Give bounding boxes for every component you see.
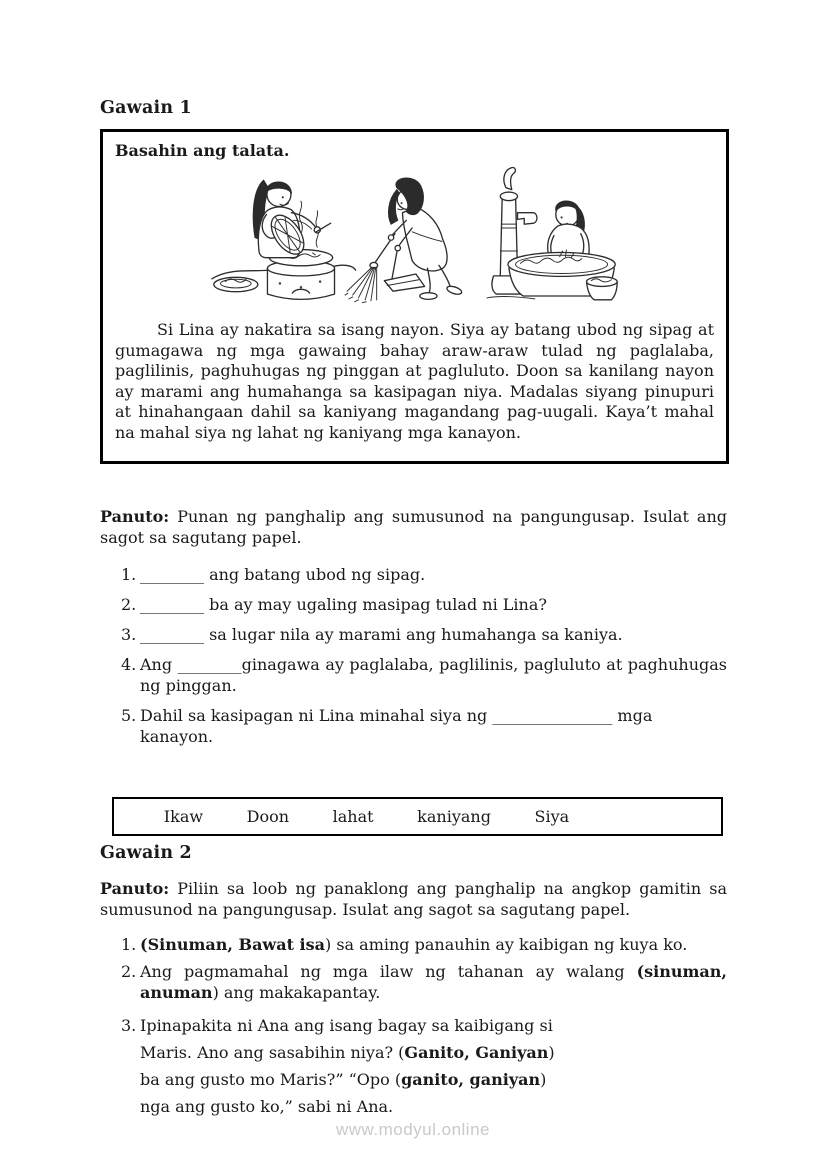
item-text: Dahil sa kasipagan ni Lina minahal siya ng _______________ mga kanayon.: [140, 706, 653, 746]
exercise-item: [100, 705, 727, 747]
word-bank-item: Doon: [246, 807, 290, 826]
reading-instruction: Basahin ang talata.: [115, 141, 290, 160]
girl-cooking-icon: [211, 180, 355, 299]
watermark-url: www.modyul.online: [335, 1120, 490, 1139]
item-text: Ang ________ginagawa ay paglalaba, paglilinis, pagluluto at paghuhugas ng pinggan.: [140, 655, 727, 695]
exercise-item: [100, 1012, 727, 1120]
word-bank-item: lahat: [332, 807, 374, 826]
gawain2-panuto: [100, 878, 727, 920]
panuto-label: Panuto:: [100, 879, 170, 898]
item-text: (Sinuman, Bawat isa) sa aming panauhin ay kaibigan ng kuya ko.: [140, 935, 688, 954]
item-number: 3.: [121, 1016, 137, 1035]
item-text: ________ ba ay may ugaling masipag tulad ni Lina?: [140, 595, 547, 614]
reading-passage-box: [100, 129, 729, 464]
exercise-item: [100, 934, 727, 955]
item-text: ________ ang batang ubod ng sipag.: [140, 565, 426, 584]
word-bank-item: Siya: [534, 807, 570, 826]
gawain1-items: [100, 564, 727, 747]
item-text: ________ sa lugar nila ay marami ang humahanga sa kaniya.: [140, 625, 623, 644]
item-text: Ipinapakita ni Ana ang isang bagay sa kaibigang si Maris. Ano ang sasabihin niya? (Ganito, Ganiyan) ba ang gusto mo Maris?” “Opo (ganito, ganiyan) nga ang gusto ko,” sabi ni Ana.: [140, 1016, 555, 1116]
gawain2-items: [100, 934, 727, 1120]
item-number: 1.: [121, 935, 137, 954]
word-bank-box: [112, 797, 723, 836]
item-number: 1.: [121, 565, 137, 584]
gawain1-panuto: [100, 506, 727, 548]
item-number: 4.: [121, 655, 137, 674]
gawain1-title: Gawain 1: [100, 98, 192, 118]
word-bank-item: Ikaw: [163, 807, 204, 826]
exercise-item: [100, 594, 727, 615]
chores-illustration-svg: [209, 164, 621, 314]
girl-washing-at-pump-icon: [486, 167, 616, 299]
panuto-label: Panuto:: [100, 507, 170, 526]
item-number: 2.: [121, 595, 137, 614]
word-bank-item: kaniyang: [417, 807, 491, 826]
girl-sweeping-icon: [345, 178, 463, 303]
item-number: 3.: [121, 625, 137, 644]
item-number: 2.: [121, 962, 137, 981]
exercise-item: [100, 961, 727, 1003]
chores-illustration: [115, 162, 714, 314]
item-number: 5.: [121, 706, 137, 725]
item-text: Ang pagmamahal ng mga ilaw ng tahanan ay walang (sinuman, anuman) ang makakapantay.: [140, 962, 727, 1002]
exercise-item: [100, 564, 727, 585]
panuto-text: Piliin sa loob ng panaklong ang panghalip na angkop gamitin sa sumusunod na pangungusap. Isulat ang sagot sa sagutang papel.: [100, 879, 727, 919]
reading-paragraph: Si Lina ay nakatira sa isang nayon. Siya ay batang ubod ng sipag at gumagawa ng mga gawaing bahay araw-araw tulad ng paglalaba, paglilinis, paghuhugas ng pinggan at pagluluto. Doon sa kanilang nayon ay marami ang humahanga sa kasipagan niya. Madalas siyang pinupuri at hinahangaan dahil sa kaniyang magandang pag-uugali. Kaya’t mahal na mahal siya ng lahat ng kaniyang mga kanayon.: [115, 320, 714, 442]
exercise-item: [100, 624, 727, 645]
exercise-item: [100, 654, 727, 696]
gawain2-title: Gawain 2: [100, 843, 192, 863]
panuto-text: Punan ng panghalip ang sumusunod na pangungusap. Isulat ang sagot sa sagutang papel.: [100, 507, 727, 547]
